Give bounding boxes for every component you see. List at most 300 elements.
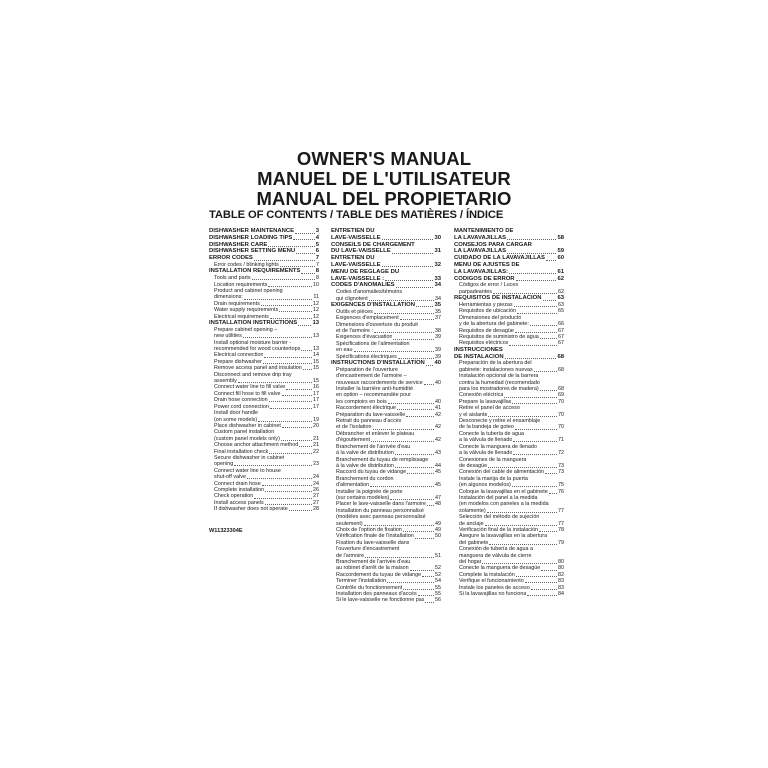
toc-entry-title: Fixation du lave-vaisselle dans xyxy=(336,539,410,546)
toc-entry-page: 14 xyxy=(313,352,319,359)
toc-leader-dots xyxy=(281,440,312,441)
toc-entry xyxy=(454,269,564,276)
toc-entry-title: Preparación de la abertura del xyxy=(459,360,532,367)
toc-entry-title: LAVE-VAISSELLE xyxy=(331,261,381,268)
toc-leader-dots xyxy=(296,253,315,254)
toc-entry-title: de anclaje xyxy=(459,520,484,527)
toc-entry-title: MENU DE RÉGLAGE DU xyxy=(331,268,400,275)
toc-entry-page: 66 xyxy=(558,321,564,328)
toc-entry-title: Conecte la manguera de llenado xyxy=(459,443,537,450)
toc-entry-title: ENTRETIEN DU xyxy=(331,228,375,234)
toc-entry-title: Requisitos eléctricos xyxy=(459,340,509,347)
toc-entry-page: 84 xyxy=(558,591,564,598)
toc-entry-page: 52 xyxy=(435,571,441,578)
toc-leader-dots xyxy=(254,498,312,499)
toc-entry-title: REQUISITOS DE INSTALACIÓN xyxy=(454,295,542,302)
toc-entry-title: Selección del método de sujeción xyxy=(459,514,540,521)
toc-entry-title: Débrancher et enlever le plateau xyxy=(336,430,415,437)
toc-entry-title: et de l'armoire : xyxy=(336,328,373,334)
toc-entry-page: 17 xyxy=(313,390,319,397)
toc-leader-dots xyxy=(392,253,434,254)
toc-entry-page: 71 xyxy=(558,437,564,444)
toc-entry-page: 69 xyxy=(558,392,564,399)
manual-titles xyxy=(0,149,768,209)
toc-entry-title: MENÚ DE AJUSTES DE xyxy=(454,261,520,268)
toc-entry xyxy=(331,276,441,283)
toc-entry-title: gabinete: instalaciones nuevas xyxy=(459,366,533,373)
toc-entry-title: Electrical requirements xyxy=(214,313,269,320)
toc-entry-title: Herramientas y piezas xyxy=(459,301,513,308)
toc-entry-title: à la valve de distribution xyxy=(336,450,394,457)
toc-leader-dots xyxy=(264,357,312,358)
toc-leader-dots xyxy=(265,491,312,492)
toc-leader-dots xyxy=(370,486,434,487)
toc-entry xyxy=(331,228,441,235)
toc-leader-dots xyxy=(507,239,556,240)
toc-leader-dots xyxy=(364,525,434,526)
toc-leader-dots xyxy=(418,595,434,596)
toc-entry-page: 24 xyxy=(313,480,319,487)
toc-entry-page: 60 xyxy=(557,255,564,262)
toc-entry-title: Secure dishwasher in cabinet xyxy=(214,454,285,461)
toc-entry xyxy=(209,242,319,249)
toc-entry xyxy=(454,242,564,249)
toc-entry-page: 31 xyxy=(434,248,441,255)
toc-leader-dots xyxy=(515,332,557,333)
toc-leader-dots xyxy=(512,486,557,487)
toc-entry-title: Spécifications électriques xyxy=(336,353,397,360)
toc-leader-dots xyxy=(270,408,312,409)
toc-leader-dots xyxy=(525,582,557,583)
toc-entry-title: Instale los paneles de acceso xyxy=(459,584,530,591)
toc-entry-page: 67 xyxy=(558,334,564,341)
toc-leader-dots xyxy=(482,563,557,564)
toc-leader-dots xyxy=(387,582,434,583)
toc-entry xyxy=(454,295,564,302)
toc-entry-title: CUIDADO DE LA LAVAVAJILLAS xyxy=(454,255,545,262)
toc-entry-title: manguera de válvula de cierre xyxy=(459,552,532,559)
toc-entry-page: 62 xyxy=(557,275,564,282)
toc-entry-title: para los mostradores de madera) xyxy=(459,386,539,393)
toc-entry-title: Placer le lave-vaisselle dans l'armoire xyxy=(336,501,427,508)
toc-entry xyxy=(331,235,441,242)
toc-entry-page: 42 xyxy=(435,437,441,444)
toc-entry-title: Complete installation xyxy=(214,486,265,493)
toc-entry-page: 54 xyxy=(435,578,441,585)
toc-entry-page: 37 xyxy=(435,315,441,322)
toc-entry-title: Conecte la manguera de desagüe xyxy=(459,565,541,572)
toc-entry xyxy=(331,302,441,309)
toc-entry-title: Si la lavavajillas no funciona xyxy=(459,591,527,598)
toc-entry-title: a la válvula de llenado xyxy=(459,437,513,444)
toc-entry-page: 67 xyxy=(558,340,564,347)
toc-entry-title: del hogar xyxy=(459,559,482,566)
toc-entry-page: 73 xyxy=(558,469,564,476)
toc-entry-page: 78 xyxy=(558,526,564,533)
toc-entry-page: 27 xyxy=(313,499,319,506)
toc-entry-title: (sur certains modèles) xyxy=(336,494,390,501)
toc-leader-dots xyxy=(488,467,557,468)
toc-leader-dots xyxy=(493,293,557,294)
toc-leader-dots xyxy=(390,499,434,500)
toc-entry-title: shut-off valve xyxy=(214,474,246,481)
toc-column-english xyxy=(209,228,319,513)
toc-leader-dots xyxy=(269,453,312,454)
toc-entry-page: 43 xyxy=(435,450,441,457)
toc-entry-page: 15 xyxy=(313,365,319,372)
toc-entry-title: recommended for wood countertops xyxy=(214,346,301,353)
toc-entry-page: 63 xyxy=(557,295,564,302)
toc-entry-page: 40 xyxy=(435,379,441,386)
toc-entry-page: 4 xyxy=(315,234,319,241)
toc-entry xyxy=(209,320,319,327)
toc-leader-dots xyxy=(298,325,311,326)
toc-entry-title: Power cord connection xyxy=(214,403,269,410)
toc-entry-page: 40 xyxy=(435,398,441,405)
toc-leader-dots xyxy=(354,351,435,352)
toc-entry-title: Raccord du tuyau de vidange xyxy=(336,469,407,476)
toc-leader-dots xyxy=(371,441,434,442)
toc-entry-title: Instalación opcional de la barrera xyxy=(459,373,539,380)
toc-leader-dots xyxy=(488,416,557,417)
toc-entry-title: Branchement du tuyau de remplissage xyxy=(336,456,429,463)
toc-entry-title: Water supply requirements xyxy=(214,307,279,314)
toc-entry-title: Prepare la lavavajillas xyxy=(459,398,512,405)
toc-entry-title: contra la humedad (recomendado xyxy=(459,379,540,386)
toc-entry-page: 35 xyxy=(434,301,441,308)
toc-leader-dots xyxy=(234,465,312,466)
toc-entry-title: Installation du panneau personnalisé xyxy=(336,507,424,514)
toc-leader-dots xyxy=(406,416,434,417)
toc-entry-page: 13 xyxy=(313,333,319,340)
title-english: OWNER'S MANUAL xyxy=(296,148,472,169)
toc-entry-title: Exigences d'emplacement xyxy=(336,315,399,322)
toc-entry-page: 62 xyxy=(558,288,564,295)
toc-leader-dots xyxy=(365,557,434,558)
toc-entry-page: 70 xyxy=(558,398,564,405)
toc-entry-page: 63 xyxy=(558,301,564,308)
toc-entry-title: Préparation de l'ouverture xyxy=(336,366,398,373)
toc-entry-page: 28 xyxy=(313,506,319,513)
toc-leader-dots xyxy=(395,454,434,455)
toc-leader-dots xyxy=(513,454,557,455)
toc-entry-page: 58 xyxy=(557,234,564,241)
toc-entry-page: 77 xyxy=(558,507,564,514)
toc-leader-dots xyxy=(549,493,557,494)
toc-leader-dots xyxy=(265,504,312,505)
title-french: MANUEL DE L'UTILISATEUR xyxy=(257,168,511,189)
toc-entry-title: Instale la manija de la puerta xyxy=(459,475,528,482)
toc-entry-page: 11 xyxy=(313,294,319,301)
toc-leader-dots xyxy=(425,602,434,603)
toc-entry-title: Vérification finale de l'installation xyxy=(336,533,414,540)
toc-leader-dots xyxy=(400,319,434,320)
toc-leader-dots xyxy=(261,305,312,306)
toc-entry-title: Choose anchor attachment method xyxy=(214,442,299,449)
toc-entry-title: nouveaux raccordements de service xyxy=(336,379,423,386)
toc-entry-title: new utilities xyxy=(214,333,242,340)
toc-entry-title: MANTENIMIENTO DE xyxy=(454,228,514,234)
toc-entry xyxy=(209,255,319,262)
toc-entry-page: 73 xyxy=(558,462,564,469)
toc-entry-page: 39 xyxy=(435,334,441,341)
toc-entry-title: solamente) xyxy=(459,507,486,514)
toc-entry xyxy=(209,268,319,275)
toc-leader-dots xyxy=(489,544,557,545)
toc-leader-dots xyxy=(516,576,557,577)
toc-entry-title: d'alimentation xyxy=(336,482,370,489)
toc-entry xyxy=(331,248,441,255)
toc-entry-page: 80 xyxy=(558,559,564,566)
toc-heading: TABLE OF CONTENTS / TABLE DES MATIÈRES / ÍNDICE xyxy=(209,209,504,221)
toc-entry-page: 68 xyxy=(558,386,564,393)
toc-entry xyxy=(331,255,441,262)
toc-entry-page: 55 xyxy=(435,591,441,598)
toc-leader-dots xyxy=(415,538,434,539)
toc-entry-page: 12 xyxy=(313,307,319,314)
toc-entry xyxy=(331,360,441,367)
toc-entry-title: parpadeantes xyxy=(459,288,492,295)
toc-leader-dots xyxy=(517,313,557,314)
toc-entry-page: 44 xyxy=(435,462,441,469)
toc-leader-dots xyxy=(398,358,434,359)
toc-entry-title: assembly xyxy=(214,378,237,385)
toc-leader-dots xyxy=(373,429,435,430)
toc-leader-dots xyxy=(269,401,312,402)
toc-column-french xyxy=(331,228,441,604)
toc-leader-dots xyxy=(262,485,312,486)
toc-leader-dots xyxy=(487,512,557,513)
toc-leader-dots xyxy=(516,280,557,281)
toc-entry-title: Drain hose connection xyxy=(214,397,268,404)
toc-entry-page: 15 xyxy=(313,378,319,385)
toc-entry-title: Connect fill hose to fill valve xyxy=(214,390,281,397)
toc-entry-title: Custom panel installation xyxy=(214,429,275,436)
toc-entry-title: de l'armoire xyxy=(336,552,364,559)
toc-entry-title: Codes d'anomalies/témoins xyxy=(336,289,403,296)
toc-leader-dots xyxy=(509,273,556,274)
toc-entry-title: Dimensions d'ouverture du produit xyxy=(336,321,418,328)
toc-entry-title: Connect drain hose xyxy=(214,480,261,487)
toc-leader-dots xyxy=(531,589,557,590)
toc-entry-title: Tools and parts xyxy=(214,275,251,282)
toc-leader-dots xyxy=(513,441,557,442)
toc-entry-page: 24 xyxy=(313,474,319,481)
toc-entry-title: y de la abertura del gabinete: xyxy=(459,321,529,328)
toc-entry-page: 20 xyxy=(313,422,319,429)
toc-entry-page: 59 xyxy=(557,248,564,255)
toc-entry-title: INSTALLATION INSTRUCTIONS xyxy=(209,320,298,327)
toc-entry-title: qui clignotent xyxy=(336,295,368,302)
toc-leader-dots xyxy=(543,300,557,301)
toc-entry-page: 26 xyxy=(313,486,319,493)
toc-entry-page: 50 xyxy=(435,533,441,540)
toc-column-spanish xyxy=(454,228,564,597)
toc-leader-dots xyxy=(299,446,312,447)
toc-entry-title: Exigences d'évacuation xyxy=(336,334,393,341)
toc-entry-page: 65 xyxy=(558,308,564,315)
toc-entry-title: Install door handle xyxy=(214,410,259,417)
toc-entry xyxy=(209,228,319,235)
toc-entry-title: Raccordement du tuyau de vidange xyxy=(336,571,422,578)
toc-entry xyxy=(454,262,564,269)
toc-entry-page: 39 xyxy=(435,347,441,354)
toc-entry-page: 38 xyxy=(435,328,441,334)
toc-entry-title: au robinet d'arrêt de la maison xyxy=(336,565,409,572)
toc-entry-page: 21 xyxy=(313,442,319,449)
toc-leader-dots xyxy=(244,299,313,300)
toc-entry-page: 3 xyxy=(315,228,319,234)
toc-entry-page: 70 xyxy=(558,424,564,431)
toc-entry-title: (on some models) xyxy=(214,416,258,423)
toc-leader-dots xyxy=(280,266,315,267)
toc-entry-page: 15 xyxy=(313,358,319,365)
toc-entry-page: 10 xyxy=(313,281,319,288)
toc-leader-dots xyxy=(424,384,434,385)
toc-entry-title: Raccordement électrique xyxy=(336,405,396,412)
toc-entry xyxy=(454,354,564,361)
toc-entry-page: 39 xyxy=(435,353,441,360)
toc-entry-title: Install access panels xyxy=(214,499,264,506)
toc-entry-title: LA LAVAVAJILLAS: xyxy=(454,268,508,275)
toc-leader-dots xyxy=(268,246,314,247)
toc-entry-title: (en modelos con paneles a la medida xyxy=(459,501,549,508)
toc-entry-title: Prepare cabinet opening – xyxy=(214,326,278,333)
toc-leader-dots xyxy=(258,421,312,422)
toc-entry-title: DE INSTALACIÓN xyxy=(454,353,504,360)
toc-leader-dots xyxy=(388,403,434,404)
toc-entry-title: Retire el panel de acceso xyxy=(459,405,520,412)
toc-leader-dots xyxy=(507,253,556,254)
toc-entry-title: DISHWASHER SETTING MENU xyxy=(209,248,296,255)
toc-entry-title: CONSEJOS PARA CARGAR xyxy=(454,241,532,248)
toc-entry-page: 12 xyxy=(313,300,319,307)
toc-entry-page: 5 xyxy=(315,241,319,248)
toc-entry-title: LAVE-VAISSELLE : xyxy=(331,275,385,282)
toc-entry xyxy=(209,506,319,512)
toc-entry-title: Coloque la lavavajillas en el gabinete xyxy=(459,488,548,495)
toc-entry-title: Conexión eléctrica xyxy=(459,392,504,399)
toc-entry-title: Choix de l'option de fixation xyxy=(336,526,402,533)
toc-entry-page: 68 xyxy=(558,366,564,373)
toc-entry-title: DISHWASHER LOADING TIPS xyxy=(209,234,293,241)
toc-entry-page: 7 xyxy=(315,255,319,262)
toc-entry-page: 7 xyxy=(316,261,319,268)
toc-leader-dots xyxy=(396,287,434,288)
toc-leader-dots xyxy=(238,382,312,383)
toc-entry-title: Requisitos de ubicación xyxy=(459,308,516,315)
toc-entry-page: 35 xyxy=(435,308,441,315)
toc-entry-page: 82 xyxy=(558,571,564,578)
toc-entry-title: en option – recommandée pour xyxy=(336,392,411,399)
toc-leader-dots xyxy=(279,311,312,312)
toc-entry-title: ERROR CODES xyxy=(209,255,253,262)
toc-entry-title: Complete la instalación xyxy=(459,571,515,578)
toc-entry-page: 77 xyxy=(558,520,564,527)
title-spanish: MANUAL DEL PROPIETARIO xyxy=(256,188,512,209)
toc-entry-title: If dishwasher does not operate xyxy=(214,506,288,513)
toc-leader-dots xyxy=(395,467,434,468)
toc-entry-title: Install optional moisture barrier - xyxy=(214,339,291,346)
toc-leader-dots xyxy=(301,350,312,351)
toc-entry-title: dimensions: xyxy=(214,294,243,301)
toc-entry-title: Check operation xyxy=(214,493,254,500)
toc-leader-dots xyxy=(512,403,557,404)
toc-entry-page: 51 xyxy=(435,552,441,559)
toc-entry-page: 32 xyxy=(434,261,441,268)
toc-entry-title: Verifique el funcionamiento xyxy=(459,578,524,585)
toc-entry xyxy=(454,276,564,283)
toc-leader-dots xyxy=(397,409,434,410)
toc-leader-dots xyxy=(403,531,434,532)
toc-leader-dots xyxy=(422,576,434,577)
toc-leader-dots xyxy=(527,595,557,596)
toc-entry-title: DU LAVE-VAISSELLE xyxy=(331,248,391,255)
toc-leader-dots xyxy=(293,239,314,240)
toc-entry-title: Prepare dishwasher xyxy=(214,358,262,365)
toc-entry-title: d'égouttement xyxy=(336,437,370,444)
toc-entry-title: EXIGENCES D'INSTALLATION xyxy=(331,301,415,308)
toc-leader-dots xyxy=(540,390,557,391)
toc-entry-page: 41 xyxy=(435,405,441,412)
toc-leader-dots xyxy=(540,338,557,339)
toc-leader-dots xyxy=(515,429,557,430)
toc-entry-page: 19 xyxy=(313,416,319,423)
toc-entry-title: Si le lave-vaisselle ne fonctionne pas xyxy=(336,597,425,604)
toc-entry-title: Conexión de tubería de agua a xyxy=(459,546,534,553)
toc-entry xyxy=(209,235,319,242)
toc-entry-title: Final installation check xyxy=(214,448,269,455)
toc-entry xyxy=(331,282,441,289)
toc-entry-title: de desagüe xyxy=(459,462,488,469)
toc-entry-page: 16 xyxy=(313,384,319,391)
toc-entry-title: Contrôle du fonctionnement xyxy=(336,584,403,591)
toc-leader-dots xyxy=(410,570,434,571)
toc-entry-title: (en algunos modelos) xyxy=(459,482,511,489)
toc-leader-dots xyxy=(254,260,315,261)
toc-entry xyxy=(331,242,441,249)
toc-leader-dots xyxy=(485,525,557,526)
toc-entry-title: les comptoirs en bois xyxy=(336,398,387,405)
toc-entry-title: d'encastrement de l'armoire – xyxy=(336,373,407,380)
toc-leader-dots xyxy=(403,589,434,590)
toc-entry-page: 13 xyxy=(313,346,319,353)
toc-entry-page: 42 xyxy=(435,411,441,418)
toc-entry-title: Product and cabinet opening xyxy=(214,288,283,294)
toc-leader-dots xyxy=(369,300,434,301)
toc-entry xyxy=(454,591,564,597)
toc-leader-dots xyxy=(426,365,434,366)
toc-entry-title: ENTRETIEN DU xyxy=(331,255,375,262)
toc-entry-title: seulement) xyxy=(336,520,363,527)
toc-leader-dots xyxy=(504,397,557,398)
toc-entry-title: LA LAVAVAJILLAS xyxy=(454,234,507,241)
toc-leader-dots xyxy=(282,395,312,396)
toc-entry-page: 47 xyxy=(435,494,441,501)
toc-entry xyxy=(454,248,564,255)
toc-entry-title: Connect water line to fill valve xyxy=(214,384,286,391)
toc-entry-page: 30 xyxy=(434,234,441,241)
toc-entry-title: INSTALLATION REQUIREMENTS xyxy=(209,268,301,275)
toc-leader-dots xyxy=(374,332,434,333)
toc-entry-title: del gabinete xyxy=(459,539,489,546)
toc-leader-dots xyxy=(303,369,312,370)
toc-entry-title: DISHWASHER MAINTENANCE xyxy=(209,228,295,234)
toc-entry-title: Desconecte y retire el ensamblaje xyxy=(459,418,541,425)
toc-entry-title: Verificación final de la instalación xyxy=(459,526,539,533)
toc-entry-page: 6 xyxy=(315,248,319,255)
toc-entry-title: (custom panel models only) xyxy=(214,435,280,442)
